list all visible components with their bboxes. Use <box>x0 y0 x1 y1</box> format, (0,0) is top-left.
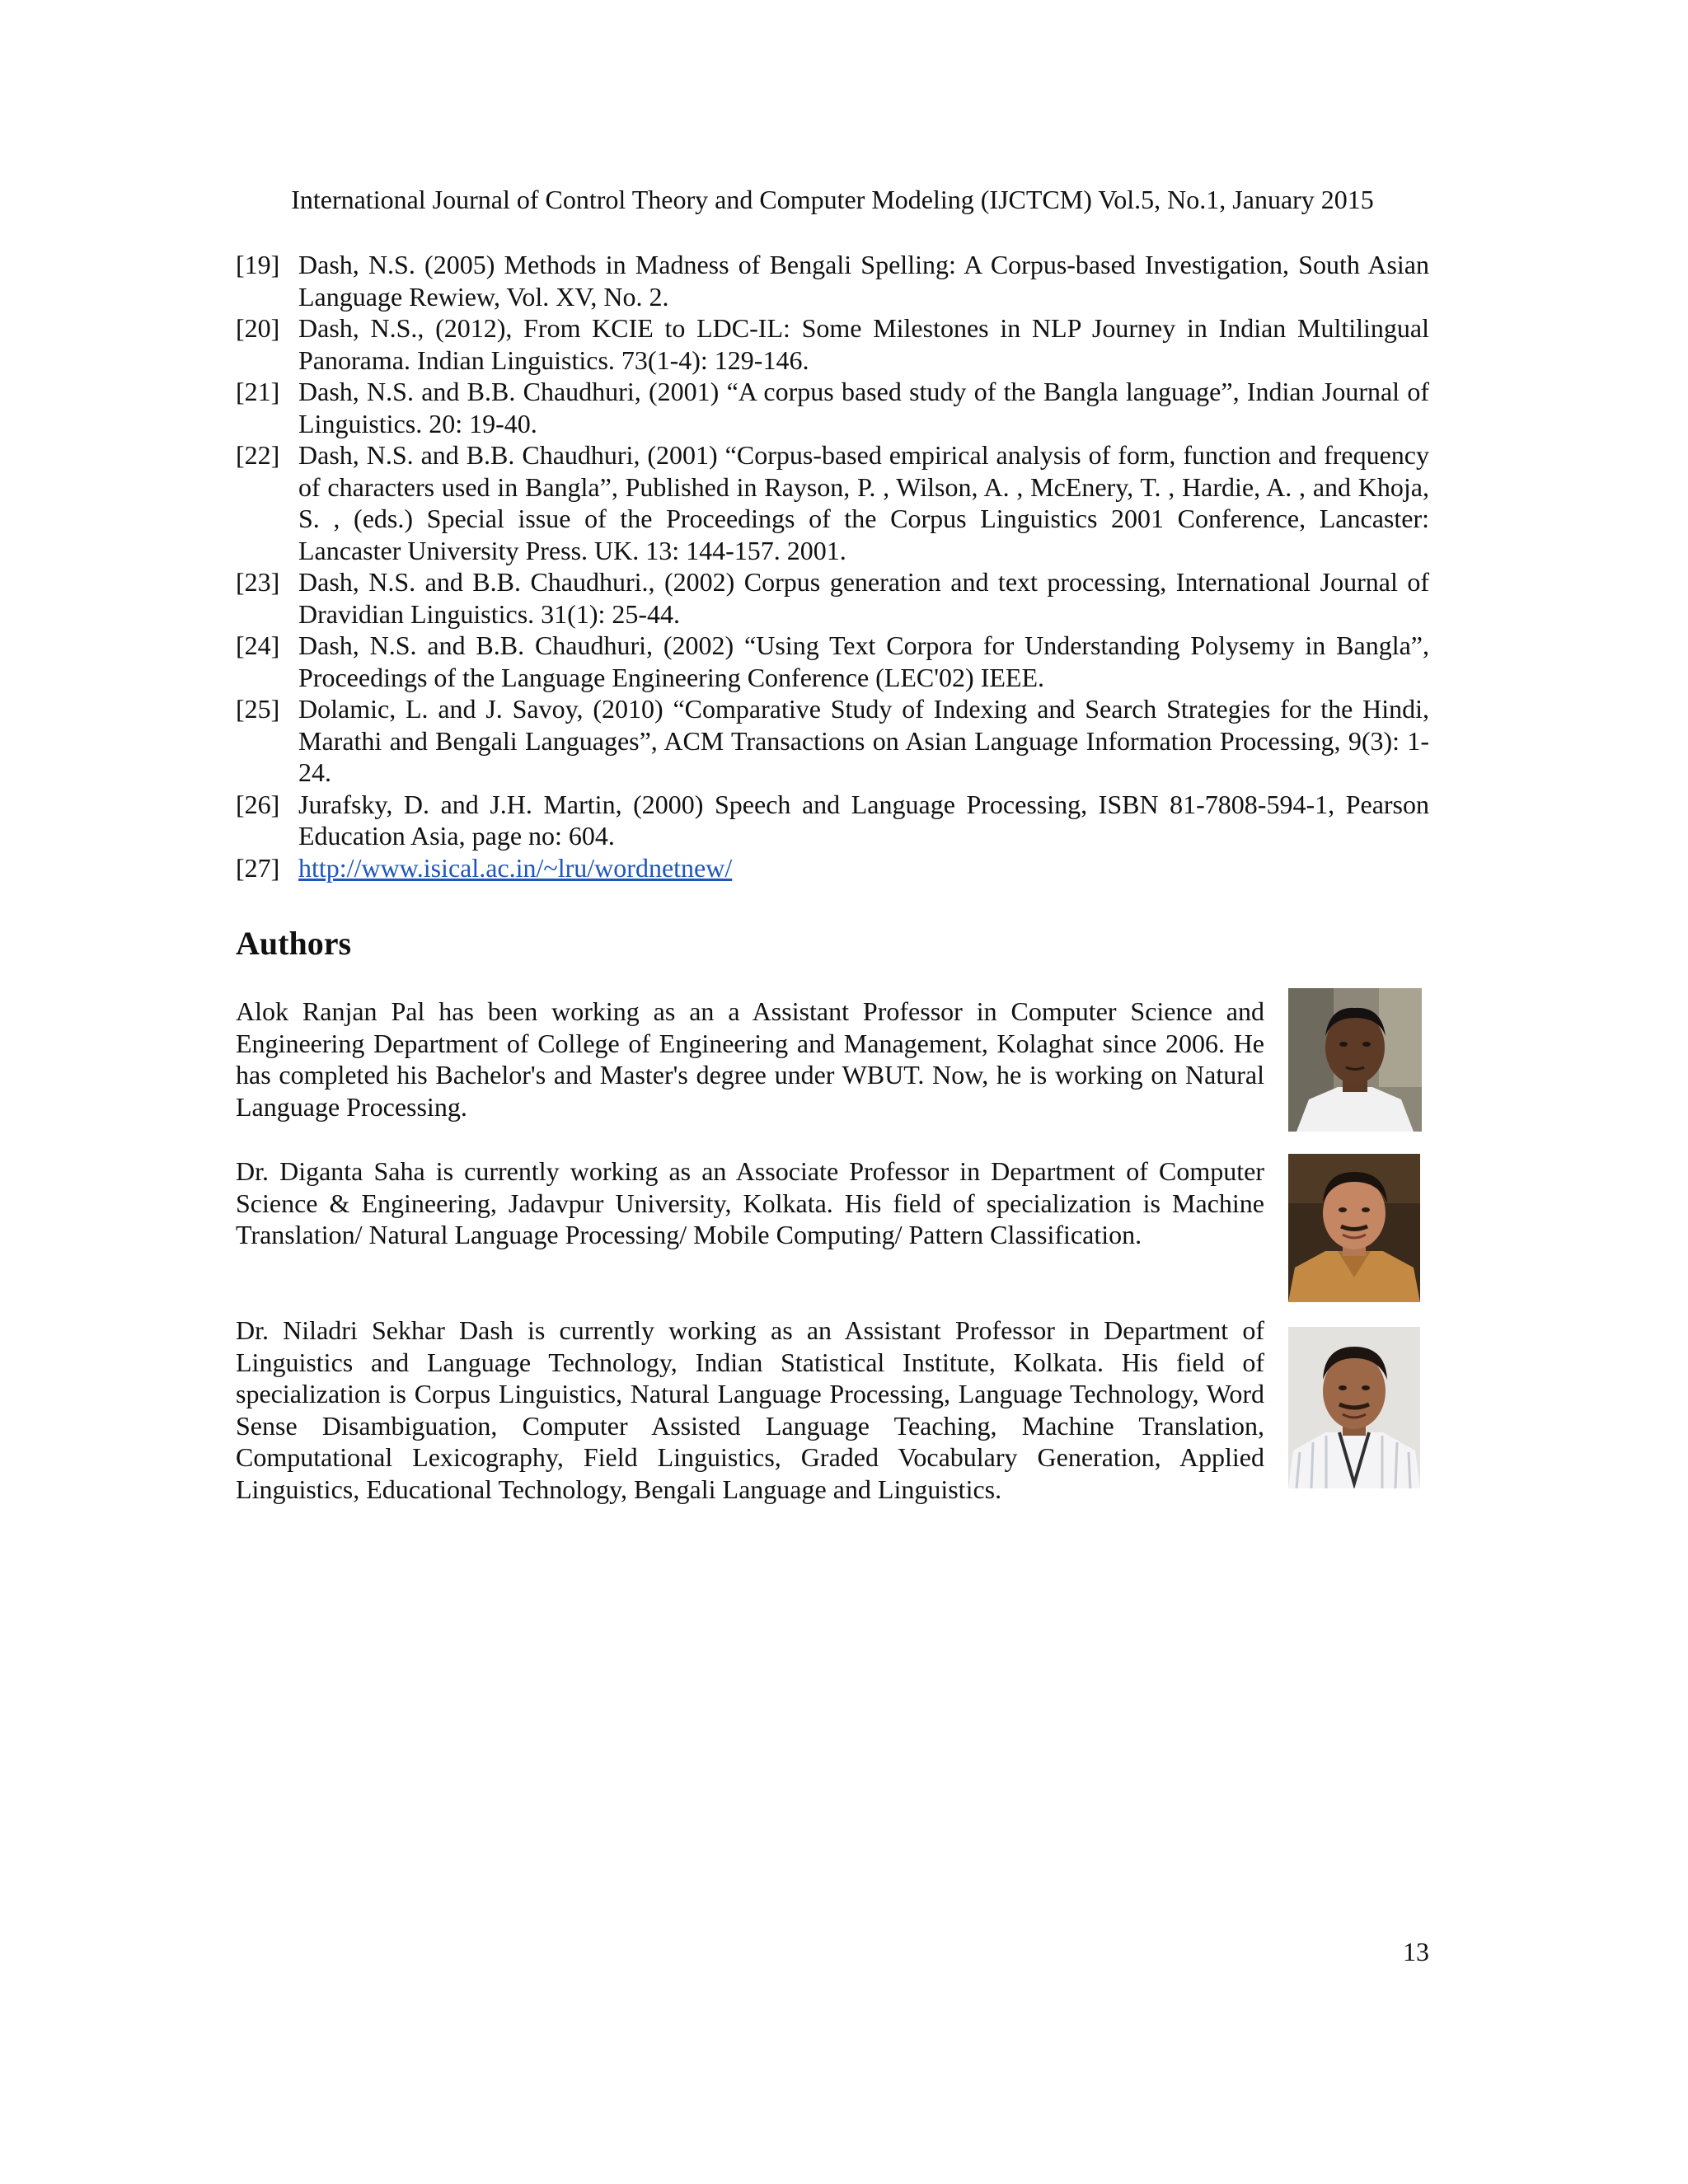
reference-number: [22] <box>236 440 280 470</box>
author-photo-pal <box>1288 988 1422 1132</box>
reference-text: Dolamic, L. and J. Savoy, (2010) “Comparative Study of Indexing and Search Strategies for the Hindi, Marathi and Bengali Languages”, ACM Transactions on Asian Language Information Processing, 9(3): 1-24. <box>298 694 1429 787</box>
reference-text: Dash, N.S. and B.B. Chaudhuri, (2001) “A corpus based study of the Bangla language”, Indian Journal of Linguistics. 20: 19-40. <box>298 377 1429 438</box>
author-bio-saha: Dr. Diganta Saha is currently working as an Associate Professor in Department of Computer Science & Engineering, Jadavpur University, Kolkata. His field of specialization is Machine Translation/ Natural Language Processing/ Mobile Computing/ Pattern Classification. <box>236 1156 1264 1249</box>
reference-number: [24] <box>236 630 280 660</box>
wordnet-link[interactable]: http://www.isical.ac.in/~lru/wordnetnew/ <box>298 852 733 883</box>
author-photo-saha <box>1288 1154 1420 1302</box>
running-header: International Journal of Control Theory and Computer Modeling (IJCTCM) Vol.5, No.1, January 2015 <box>291 185 1374 214</box>
author-bio-dash: Dr. Niladri Sekhar Dash is currently working as an Assistant Professor in Department of Linguistics and Language Technology, Indian Statistical Institute, Kolkata. His field of specialization is Corpus Linguistics, Natural Language Processing, Language Technology, Word Sense Disambiguation, Computer Assisted Language Teaching, Machine Translation, Computational Lexicography, Field Linguistics, Graded Vocabulary Generation, Applied Linguistics, Educational Technology, Bengali Language and Linguistics. <box>236 1315 1264 1504</box>
reference-text: Dash, N.S. and B.B. Chaudhuri, (2001) “Corpus-based empirical analysis of form, function and frequency of characters used in Bangla”, Published in Rayson, P. , Wilson, A. , McEnery, T. , Hardie, A. , and Khoja, S. , (eds.) Special issue of the Proceedings of the Corpus Linguistics 2001 Conference, Lancaster: Lancaster University Press. UK. 13: 144-157. 2001. <box>298 440 1429 565</box>
reference-number: [27] <box>236 852 280 883</box>
reference-number: [23] <box>236 567 280 597</box>
reference-item <box>236 439 1429 566</box>
reference-number: [25] <box>236 694 280 724</box>
reference-number: [20] <box>236 313 280 343</box>
reference-text: Dash, N.S. (2005) Methods in Madness of Bengali Spelling: A Corpus-based Investigation, South Asian Language Rewiew, Vol. XV, No. 2. <box>298 250 1429 312</box>
reference-text: Jurafsky, D. and J.H. Martin, (2000) Speech and Language Processing, ISBN 81-7808-594-1, Pearson Education Asia, page no: 604. <box>298 789 1429 851</box>
reference-number: [19] <box>236 250 280 279</box>
reference-list <box>236 249 1429 883</box>
reference-item <box>236 312 1429 376</box>
reference-item <box>236 630 1429 693</box>
reference-number: [21] <box>236 377 280 406</box>
reference-text: Dash, N.S. and B.B. Chaudhuri., (2002) Corpus generation and text processing, International Journal of Dravidian Linguistics. 31(1): 25-44. <box>298 567 1429 629</box>
reference-text: Dash, N.S. and B.B. Chaudhuri, (2002) “Using Text Corpora for Understanding Polysemy in Bangla”, Proceedings of the Language Engineering Conference (LEC'02) IEEE. <box>298 630 1429 692</box>
reference-item <box>236 376 1429 439</box>
reference-item <box>236 693 1429 789</box>
reference-text: Dash, N.S., (2012), From KCIE to LDC-IL: Some Milestones in NLP Journey in Indian Multilingual Panorama. Indian Linguistics. 73(1-4): 129-146. <box>298 313 1429 375</box>
portrait-graphic <box>1288 1327 1420 1488</box>
reference-item <box>236 566 1429 630</box>
portrait-graphic <box>1288 988 1422 1132</box>
author-photo-dash <box>1288 1327 1420 1488</box>
authors-heading: Authors <box>236 925 352 962</box>
author-bio-pal: Alok Ranjan Pal has been working as an a Assistant Professor in Computer Science and Engineering Department of College of Engineering and Management, Kolaghat since 2006. He has completed his Bachelor's and Master's degree under WBUT. Now, he is working on Natural Language Processing. <box>236 996 1264 1122</box>
portrait-graphic <box>1288 1154 1420 1302</box>
page-number: 13 <box>1403 1937 1429 1966</box>
reference-item <box>236 789 1429 852</box>
reference-item <box>236 852 1429 884</box>
reference-item <box>236 249 1429 312</box>
reference-number: [26] <box>236 789 280 819</box>
